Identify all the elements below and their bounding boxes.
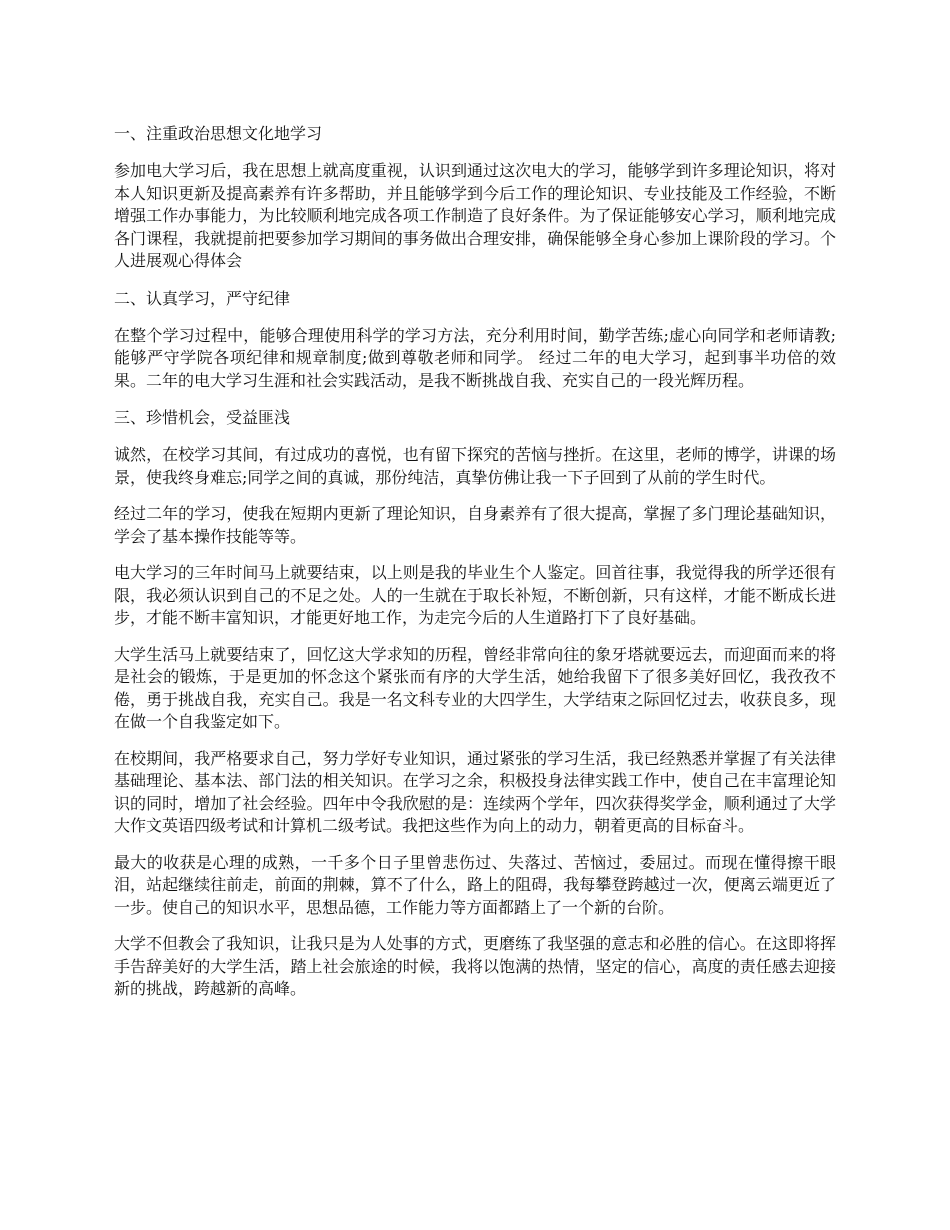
paragraph-1: 参加电大学习后，我在思想上就高度重视，认识到通过这次电大的学习，能够学到许多理论知识，将对本人知识更新及提高素养有许多帮助，并且能够学到今后工作的理论知识、专业技能及工作经验，不断增强工作办事能力，为比较顺利地完成各项工作制造了良好条件。为了保证能够安心学习，顺利地完成各门课程，我就提前把要参加学习期间的事务做出合理安排，确保能够全身心参加上课阶段的学习。个人进展观心得体会: [114, 161, 836, 270]
paragraph-6: 大学生活马上就要结束了，回忆这大学求知的历程，曾经非常向往的象牙塔就要远去，而迎面而来的将是社会的锻炼，于是更加的怀念这个紧张而有序的大学生活，她给我留下了很多美好回忆，我孜孜不倦，勇于挑战自我，充实自己。我是一名文科专业的大四学生，大学结束之际回忆过去，收获良多，现在做一个自我鉴定如下。: [114, 644, 836, 731]
section-heading-2: 二、认真学习，严守纪律: [114, 288, 291, 308]
paragraph-3: 诚然，在校学习其间，有过成功的喜悦，也有留下探究的苦恼与挫折。在这里，老师的博学，讲课的场景，使我终身难忘;同学之间的真诚，那份纯洁，真挚仿佛让我一下子回到了从前的学生时代。: [114, 445, 836, 487]
paragraph-8: 最大的收获是心理的成熟，一千多个日子里曾悲伤过、失落过、苦恼过，委屈过。而现在懂得擦干眼泪，站起继续往前走，前面的荆棘，算不了什么，路上的阻碍，我每攀登跨越过一次，便离云端更近了一步。使自己的知识水平，思想品德，工作能力等方面都踏上了一个新的台阶。: [114, 852, 836, 917]
paragraph-5: 电大学习的三年时间马上就要结束，以上则是我的毕业生个人鉴定。回首往事，我觉得我的所学还很有限，我必须认识到自己的不足之处。人的一生就在于取长补短，不断创新，只有这样，才能不断成长进步，才能不断丰富知识，才能更好地工作，为走完今后的人生道路打下了良好基础。: [114, 563, 836, 627]
paragraph-9: 大学不但教会了我知识，让我只是为人处事的方式，更磨练了我坚强的意志和必胜的信心。在这即将挥手告辞美好的大学生活，踏上社会旅途的时候，我将以饱满的热情，坚定的信心，高度的责任感去迎接新的挑战，跨越新的高峰。: [114, 934, 836, 998]
paragraph-7: 在校期间，我严格要求自己，努力学好专业知识，通过紧张的学习生活，我已经熟悉并掌握了有关法律基础理论、基本法、部门法的相关知识。在学习之余，积极投身法律实践工作中，使自己在丰富理论知识的同时，增加了社会经验。四年中令我欣慰的是：连续两个学年，四次获得奖学金，顺利通过了大学大作文英语四级考试和计算机二级考试。我把这些作为向上的动力，朝着更高的目标奋斗。: [114, 748, 836, 835]
section-heading-1: 一、注重政治思想文化地学习: [114, 124, 323, 143]
section-heading-3: 三、珍惜机会，受益匪浅: [114, 408, 291, 427]
paragraph-2: 在整个学习过程中，能够合理使用科学的学习方法，充分利用时间，勤学苦练;虚心向同学和老师请教;能够严守学院各项纪律和规章制度;做到尊敬老师和同学。 经过二年的电大学习，起到事半功倍的效果。二年的电大学习生涯和社会实践活动，是我不断挑战自我、充实自己的一段光辉历程。: [114, 325, 836, 390]
paragraph-4: 经过二年的学习，使我在短期内更新了理论知识，自身素养有了很大提高，掌握了多门理论基础知识，学会了基本操作技能等等。: [114, 504, 836, 546]
document-body: [114, 122, 836, 1015]
